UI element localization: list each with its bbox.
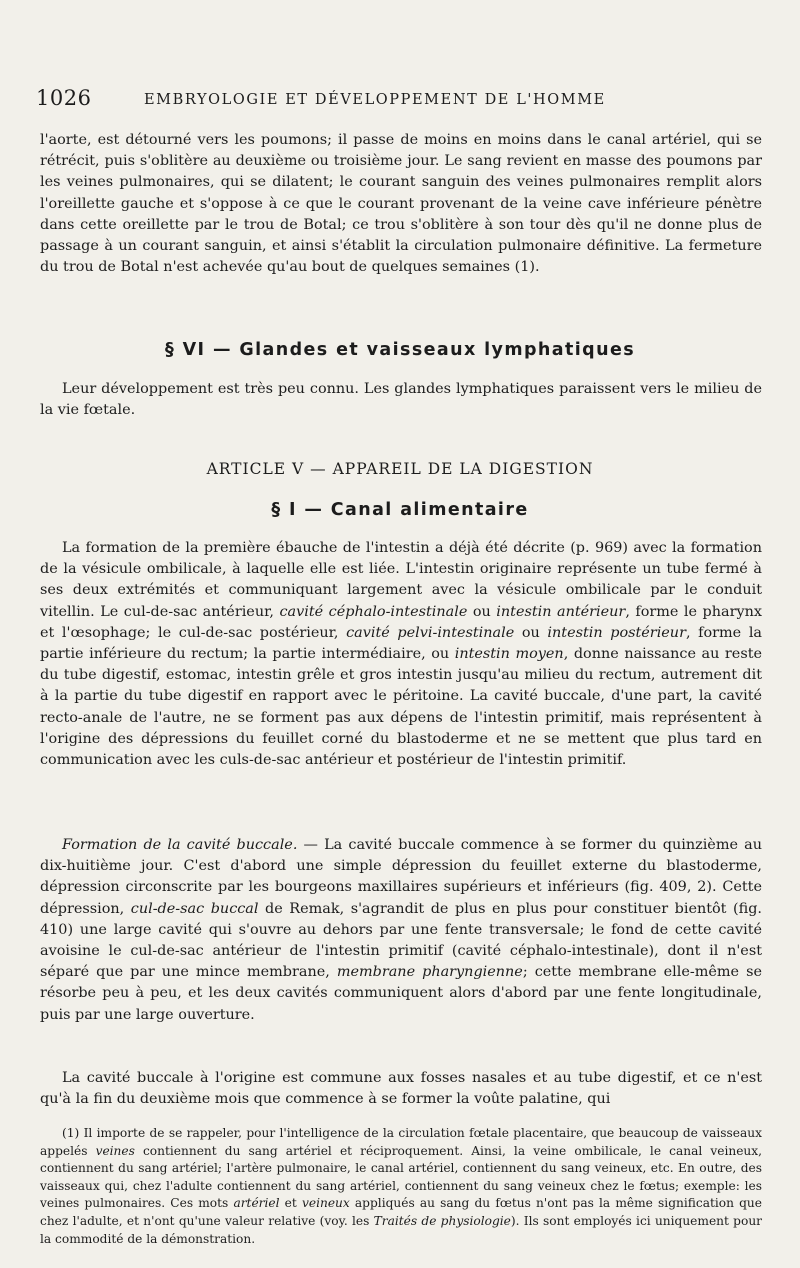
term: intestin postérieur	[547, 624, 686, 641]
text-run: , donne naissance au reste du tube digestif, estomac, intestin grêle et gros intestin jusqu'au milieu du rectum, autrement dit à la partie du tube digestif en rapport avec le péritoine. La cavité buccale, d'une part, la cavité recto-anale de l'autre, ne se forment pas aux dépens de l'intestin primitif, mais représentent à l'origine des dépressions du feuillet corné du blastoderme et ne se mettent que plus tard en communication avec les culs-de-sac antérieur et postérieur de l'intestin primitif.	[40, 646, 763, 769]
term: artériel	[233, 1196, 280, 1211]
subheading: Formation de la cavité buccale.	[62, 837, 298, 853]
page-header	[36, 86, 764, 116]
section-title-alimentary-canal: § I — Canal alimentaire	[271, 500, 529, 520]
term: membrane pharyngienne	[336, 964, 523, 981]
text-run: et	[279, 1196, 302, 1211]
paragraph-buccal-cavity	[40, 835, 762, 1026]
paragraph-lymphatic: Leur développement est très peu connu. Les glandes lymphatiques paraissent vers le milieu de la vie fœtale.	[40, 381, 762, 419]
article-title-digestion: ARTICLE V — APPAREIL DE LA DIGESTION	[206, 460, 594, 478]
page-number: 1026	[36, 86, 92, 110]
text-run: , forme le pharynx et l'œsophage; le cul-de-sac postérieur,	[40, 603, 763, 641]
term: cavité pelvi-intestinale	[346, 624, 515, 641]
term: intestin antérieur	[496, 603, 626, 620]
footnote	[40, 1125, 762, 1248]
text-run: contiennent du sang artériel et réciproquement. Ainsi, la veine ombilicale, le canal veineux, contiennent du sang artériel; l'artère pulmonaire, le canal artériel, contiennent du sang veineux, etc. En outre, des vaisseaux qui, chez l'adulte contiennent du sang artériel, contiennent du sang veineux chez le fœtus; exemple: les veines pulmonaires. Ces mots	[40, 1143, 763, 1211]
text-run: ou	[467, 603, 497, 620]
term: veines	[95, 1143, 135, 1158]
paragraph-palate: La cavité buccale à l'origine est commune aux fosses nasales et au tube digestif, et ce n'est qu'à la fin du deuxième mois que commence à se former la voûte palatine, qui	[40, 1070, 762, 1108]
text-run: ; cette membrane elle-même se résorbe peu à peu, et les deux cavités communiquent alors d'abord par une fente longitudinale, puis par une large ouverture.	[40, 964, 762, 1023]
text-run: (1) Il importe de se rappeler, pour l'intelligence de la circulation fœtale placentaire, que beaucoup de vaisseaux appelés	[40, 1126, 762, 1158]
term: cavité céphalo-intestinale	[279, 603, 468, 620]
running-title: EMBRYOLOGIE ET DÉVELOPPEMENT DE L'HOMME	[144, 92, 606, 108]
section-title-lymphatic: § VI — Glandes et vaisseaux lymphatiques	[164, 340, 636, 360]
term: Traités de physiologie	[373, 1213, 511, 1228]
text-run: appliqués au sang du fœtus n'ont pas la même signification que chez l'adulte, et n'ont qu'une valeur relative (voy. les	[40, 1196, 762, 1228]
text-run: ou	[514, 624, 548, 641]
text-run: de Remak, s'agrandit de plus en plus pour constituer bientôt (fig. 410) une large cavité qui s'ouvre au dehors par une fente transversale; le fond de cette cavité avoisine le cul-de-sac antérieur de l'intestin primitif (cavité céphalo-intestinale), dont il n'est séparé que par une mince membrane,	[40, 900, 762, 981]
term: intestin moyen	[454, 646, 564, 663]
term: cul-de-sac buccal	[130, 900, 259, 917]
text-run: La formation de la première ébauche de l'intestin a déjà été décrite (p. 969) avec la formation de la vésicule ombilicale, à laquelle elle est liée. L'intestin originaire représente un tube fermé à ses deux extrémités et communiquant largement avec la vésicule ombilicale par le conduit vitellin. Le cul-de-sac antérieur,	[40, 540, 762, 620]
paragraph-intestine	[40, 538, 762, 771]
paragraph-circulation: l'aorte, est détourné vers les poumons; il passe de moins en moins dans le canal artériel, qui se rétrécit, puis s'oblitère au deuxième ou troisième jour. Le sang revient en masse des poumons par les veines pulmonaires, qui se dilatent; le courant sanguin des veines pulmonaires remplit alors l'oreillette gauche et s'oppose à ce que le courant provenant de la veine cave inférieure pénètre dans cette oreillette par le trou de Botal; ce trou s'oblitère à son tour dès qu'il ne donne plus de passage à un courant sanguin, et ainsi s'établit la circulation pulmonaire définitive. La fermeture du trou de Botal n'est achevée qu'au bout de quelques semaines (1).	[40, 132, 762, 276]
text-run: — La cavité buccale commence à se former du quinzième au dix-huitième jour. C'est d'abord une simple dépression du feuillet externe du blastoderme, dépression circonscrite par les bourgeons maxillaires supérieurs et inférieurs (fig. 409, 2). Cette dépression,	[40, 837, 762, 917]
term: veineux	[301, 1196, 350, 1211]
text-run: , forme la partie inférieure du rectum; la partie intermédiaire, ou	[40, 624, 762, 663]
text-run: ). Ils sont employés ici uniquement pour la commodité de la démonstration.	[40, 1213, 763, 1246]
